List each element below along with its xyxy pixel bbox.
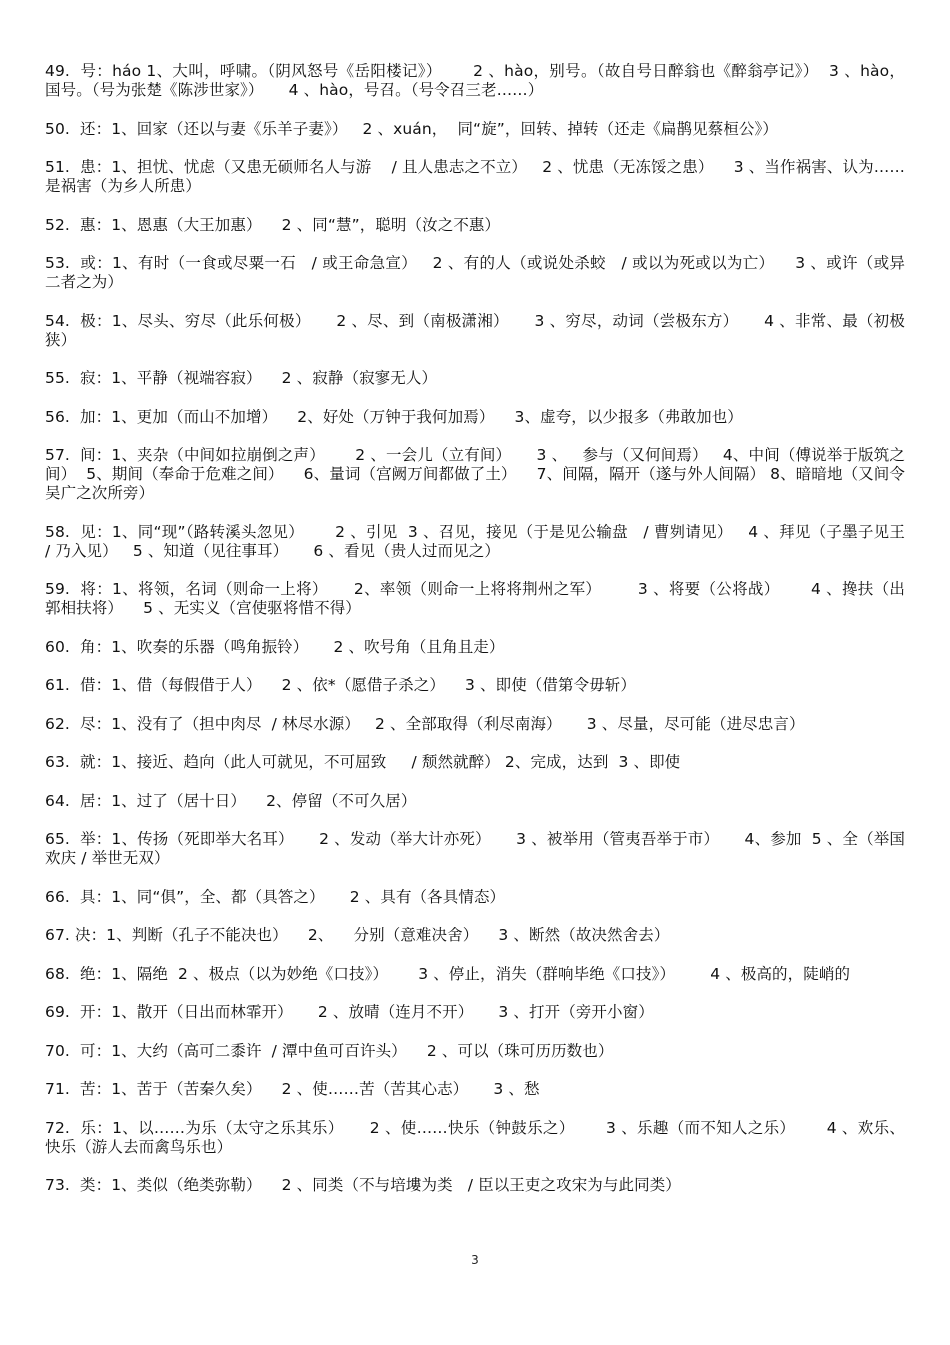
entry-62: 62. 尽：1、没有了（担中肉尽 / 林尽水源） 2 、全部取得（利尽南海） 3 、尽量，尽可能（进尽忠言） — [45, 714, 805, 733]
entry-69: 69. 开：1、散开（日出而林霏开） 2 、放晴（连月不开） 3 、打开（旁开小窗） — [45, 1003, 654, 1021]
entry-60: 60. 角：1、吹奏的乐器（鸣角振铃） 2 、吹号角（且角且走） — [45, 637, 505, 656]
entry-49: 49. 号：háo 1、大叫，呼啸。（阴风怒号《岳阳楼记》） 2 、hào，别号。（故自号日醉翁也《醉翁亭记》） 3 、hào，国号。（号为张楚《陈涉世家》） 4 、hào，号召。（号令召三老……） — [45, 62, 905, 99]
entry-50: 50. 还：1、回家（还以与妻《乐羊子妻》） 2 、xuán， 同“旋”，回转、掉转（还走《扁鹊见蔡桓公》） — [45, 119, 778, 138]
entry-57: 57. 间：1、夹杂（中间如拉崩倒之声） 2 、一会儿（立有间） 3 、 参与（又何间焉） 4、中间（傅说举于版筑之间） 5、期间（奉命于危难之间） 6、量词（宫阙万间都做了土） 7、间隔，隔开（遂与外人间隔） 8、暗暗地（又间令吴广之次所旁） — [45, 446, 905, 502]
entry-61: 61. 借：1、借（每假借于人） 2 、依*（愿借子杀之） 3 、即使（借第令毋斩） — [45, 676, 637, 694]
entry-59: 59. 将：1、将领，名词（则命一上将） 2、率领（则命一上将将荆州之军） 3 、将要（公将战） 4 、搀扶（出郭相扶将） 5 、无实义（宫使驱将惜不得） — [45, 580, 905, 617]
entry-72: 72. 乐：1、以……为乐（太守之乐其乐） 2 、使……快乐（钟鼓乐之） 3 、乐趣（而不知人之乐） 4 、欢乐、快乐（游人去而禽鸟乐也） — [45, 1118, 905, 1156]
entry-51: 51. 患：1、担忧、忧虑（又患无硕师名人与游 / 且人患志之不立） 2 、忧患（无冻馁之患） 3 、当作祸害、认为……是祸害（为乡人所患） — [45, 158, 905, 195]
entry-52: 52. 惠：1、恩惠（大王加惠） 2 、同“慧”，聪明（汝之不惠） — [45, 215, 501, 234]
entry-66: 66. 具：1、同“俱”，全、都（具答之） 2 、具有（各具情态） — [45, 887, 506, 906]
entry-55: 55. 寂：1、平静（视端容寂） 2 、寂静（寂寥无人） — [45, 369, 438, 387]
entry-67: 67. 决：1、判断（孔子不能决也） 2、 分别（意难决舍） 3 、断然（故决然舍去） — [45, 926, 670, 944]
entry-70: 70. 可：1、大约（高可二黍许 / 潭中鱼可百许头） 2 、可以（珠可历历数也） — [45, 1041, 614, 1060]
entry-56: 56. 加：1、更加（而山不加增） 2、好处（万钟于我何加焉） 3、虚夸，以少报多（弗敢加也） — [45, 407, 743, 426]
entry-71: 71. 苦：1、苦于（苦秦久矣） 2 、使……苦（苦其心志） 3 、愁 — [45, 1080, 540, 1098]
entry-65: 65. 举：1、传扬（死即举大名耳） 2 、发动（举大计亦死） 3 、被举用（管夷吾举于市） 4、参加 5 、全（举国欢庆 / 举世无双） — [45, 830, 905, 867]
entry-53: 53. 或：1、有时（一食或尽粟一石 / 或王命急宣） 2 、有的人（或说处杀蛟 / 或以为死或以为亡） 3 、或许（或异二者之为） — [45, 254, 905, 291]
entry-54: 54. 极：1、尽头、穷尽（此乐何极） 2 、尽、到（南极潇湘） 3 、穷尽，动词（尝极东方） 4 、非常、最（初极狭） — [45, 311, 905, 349]
page-number: 3 — [471, 1253, 479, 1267]
entry-64: 64. 居：1、过了（居十日） 2、停留（不可久居） — [45, 791, 417, 810]
document-body — [45, 62, 911, 1215]
entry-63: 63. 就：1、接近、趋向（此人可就见，不可屈致 / 颓然就醉） 2、完成，达到 3 、即使 — [45, 753, 681, 771]
entry-58: 58. 见：1、同“现”（路转溪头忽见） 2 、引见 3 、召见，接见（于是见公输盘 / 曹刿请见） 4 、拜见（子墨子见王 / 乃入见） 5 、知道（见往事耳） 6 、看见（贵人过而见之） — [45, 522, 911, 560]
entry-68: 68. 绝：1、隔绝 2 、极点（以为妙绝《口技》） 3 、停止，消失（群响毕绝《口技》） 4 、极高的，陡峭的 — [45, 964, 851, 983]
entry-73: 73. 类：1、类似（绝类弥勒） 2 、同类（不与培塿为类 / 臣以王吏之攻宋为与此同类） — [45, 1176, 681, 1194]
